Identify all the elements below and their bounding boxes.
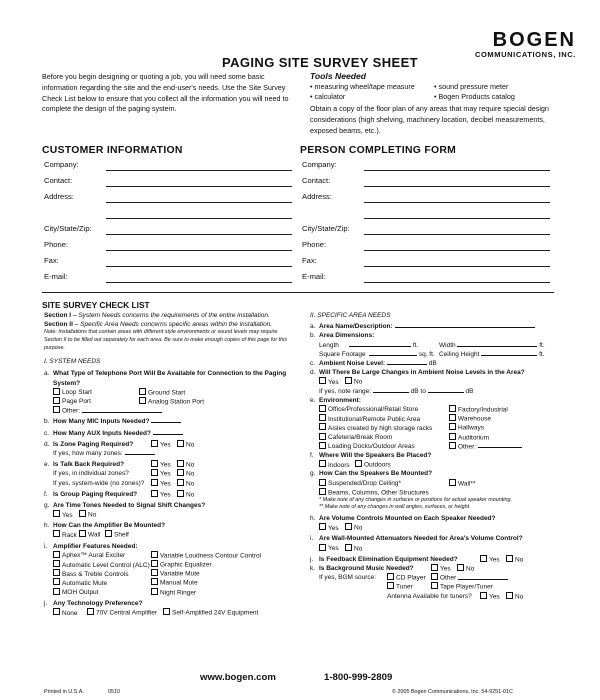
environment-checkbox[interactable]: Loading Docks/Outdoor Areas (319, 443, 415, 450)
analog-station-port-option[interactable]: Analog Station Port (139, 397, 204, 407)
customer-address-field[interactable]: Address: (44, 192, 292, 206)
noise-change-no-checkbox[interactable]: No (345, 377, 362, 387)
area-question-j: j. Is Feedback Elimination Equipment Needed? Yes No (310, 555, 524, 564)
feature-checkbox[interactable]: Graphic Equalizer (151, 560, 212, 570)
question-h: h. How Can the Amplifier Be Mounted? Rack Wall Shelf (44, 522, 166, 539)
volume-yes-checkbox[interactable]: Yes (319, 525, 339, 532)
logo-wordmark: BOGEN (492, 29, 576, 51)
question-d: d. Is Zone Paging Required? Yes No If yes, how many zones: (44, 440, 195, 457)
section1-text: – System Needs concerns the requirements of the entire installation. (72, 312, 270, 319)
environment-checkbox[interactable]: Aisles created by high storage racks (319, 425, 432, 432)
tech-none-checkbox[interactable]: None (53, 610, 78, 617)
checklist-right-column (310, 311, 560, 601)
feedback-yes-checkbox[interactable]: Yes (480, 555, 500, 565)
question-j: j. Any Technology Preference? None 70V Central Amplifier Self-Amplified 24V Equipment (44, 599, 259, 617)
person-city-field[interactable]: City/State/Zip: (302, 224, 550, 238)
q-letter: a. (44, 370, 50, 378)
person-company-field[interactable]: Company: (302, 160, 550, 174)
part2-title: II. SPECIFIC AREA NEEDS (310, 312, 391, 319)
mount-note-1: * Make note of any changes in surfaces or positions for actual speaker mounting. (319, 496, 512, 503)
feature-checkbox[interactable]: Variable Loudness Contour Control (151, 551, 261, 561)
checklist-left-column (44, 311, 296, 617)
group-no-checkbox[interactable]: No (177, 490, 194, 500)
question-a (44, 369, 296, 415)
area-question-g: g. How Can the Speakers Be Mounted? Suspended/Drop Ceiling* Wall** Beams, Columns, Other Structures * Make note of any changes in surfaces or positions for actual speaker mounting. ** Make note of any changes in wall angles, surfaces, or height. (310, 469, 560, 512)
area-question-h: h. Are Volume Controls Mounted on Each Speaker Needed? Yes No (310, 515, 496, 532)
customer-fax-field[interactable]: Fax: (44, 256, 292, 270)
customer-contact-field[interactable]: Contact: (44, 176, 292, 190)
wall-mount-checkbox[interactable]: Wall** (449, 479, 475, 489)
customer-email-field[interactable]: E-mail: (44, 272, 292, 286)
area-question-e: e. Environment: Office/Professional/Retail Store Factory/Industrial Institutional/Remote Public Area Warehouse Aisles created by high storage racks Hallways Cafeteria/Break Room Auditorium Loading Docks/Outdoor Areas Other: (310, 396, 560, 451)
page-port-option[interactable]: Page Port (53, 398, 91, 405)
question-text: What Type of Telephone Port Will Be Available for Connection to the Paging System? (53, 370, 287, 387)
checklist-note: Note: Installations that contain areas with different style environments or sound levels may require Section II to be filled out separately for each area. Be sure to make enough copies of this page for this purpose. (44, 329, 288, 351)
part1-title: I. SYSTEM NEEDS (44, 358, 101, 366)
area-question-i: i. Are Wall-Mounted Attenuators Needed for Area's Volume Control? Yes No (310, 535, 523, 553)
question-f: f. Is Group Paging Required? Yes No (44, 490, 195, 499)
logo-subtitle: COMMUNICATIONS, INC. (474, 50, 576, 59)
area-question-d: d. Will There Be Large Changes in Ambient Noise Levels in the Area? Yes No If yes, note range: dB to dB (310, 369, 525, 395)
rack-checkbox[interactable]: Rack (53, 532, 77, 539)
bgm-no-checkbox[interactable]: No (457, 564, 474, 574)
noise-to-input[interactable] (428, 392, 464, 393)
tool-item: • sound pressure meter (434, 82, 509, 91)
attenuator-yes-checkbox[interactable]: Yes (319, 545, 339, 552)
group-yes-checkbox[interactable]: Yes (151, 490, 171, 500)
person-contact-field[interactable]: Contact: (302, 176, 550, 190)
feature-checkbox[interactable]: Variable Mute (151, 569, 200, 579)
antenna-no-checkbox[interactable]: No (506, 592, 523, 602)
width-input[interactable] (457, 346, 537, 347)
checklist-heading: SITE SURVEY CHECK LIST (42, 300, 150, 310)
time-tones-no-checkbox[interactable]: No (79, 510, 96, 520)
time-tones-yes-checkbox[interactable]: Yes (53, 512, 73, 519)
noise-from-input[interactable] (373, 392, 409, 393)
zones-count-input[interactable] (125, 454, 155, 455)
floor-plan-note: Obtain a copy of the floor plan of any areas that may require special design considerations (high shelving, machinery location, decibel measurements, exposed beams, etc.). (310, 104, 549, 135)
feature-checkbox[interactable]: MOH Output (53, 589, 98, 596)
tool-item: • measuring wheel/tape measure (310, 82, 415, 91)
tool-item: • calculator (310, 92, 346, 101)
talkback-system-no-checkbox[interactable]: No (177, 479, 194, 489)
zone-yes-checkbox[interactable]: Yes (151, 440, 171, 450)
talkback-system-yes-checkbox[interactable]: Yes (151, 479, 171, 489)
area-question-k: k. Is Background Music Needed? Yes No If yes, BGM source: CD Player Other Tuner Tape Player/Tuner Antenna Available for tuners? Yes No (310, 565, 524, 601)
attenuator-no-checkbox[interactable]: No (345, 544, 362, 554)
area-name-input[interactable] (395, 327, 535, 328)
length-input[interactable] (349, 346, 411, 347)
shelf-checkbox[interactable]: Shelf (105, 530, 129, 540)
copyright: © 2005 Bogen Communications, Inc. 54-9251-01C (392, 689, 513, 695)
customer-phone-field[interactable]: Phone: (44, 240, 292, 254)
environment-checkbox[interactable]: Cafeteria/Break Room (319, 434, 392, 441)
ceiling-height-input[interactable] (481, 355, 537, 356)
bgm-other-checkbox[interactable]: Other (431, 573, 508, 583)
noise-level-input[interactable] (387, 364, 427, 365)
talkback-no-checkbox[interactable]: No (177, 460, 194, 470)
page-title: PAGING SITE SURVEY SHEET (222, 55, 418, 70)
print-code: 0510 (108, 689, 120, 695)
area-question-c: c. Ambient Noise Level: dB (310, 359, 437, 367)
person-completing-heading: PERSON COMPLETING FORM (300, 145, 457, 156)
area-question-b: b. Area Dimensions: Length ft. Width ft. Square Footage sq. ft. Ceiling Height ft. (310, 332, 545, 358)
section1-label: Section I (44, 312, 72, 319)
mic-inputs-input[interactable] (151, 422, 181, 423)
area-question-f: f. Where Will the Speakers Be Placed? Indoors Outdoors (310, 451, 432, 469)
tape-player-checkbox[interactable]: Tape Player/Tuner (431, 582, 493, 592)
zone-no-checkbox[interactable]: No (177, 440, 194, 450)
person-address-line2[interactable] (302, 208, 550, 222)
feedback-no-checkbox[interactable]: No (506, 555, 523, 565)
area-question-a: a. Area Name/Description: (310, 322, 560, 331)
customer-city-field[interactable]: City/State/Zip: (44, 224, 292, 238)
bogen-logo (436, 30, 576, 60)
talkback-zone-no-checkbox[interactable]: No (177, 469, 194, 479)
person-email-field[interactable]: E-mail: (302, 272, 550, 286)
footer-url[interactable]: www.bogen.com (200, 672, 276, 683)
talkback-yes-checkbox[interactable]: Yes (151, 460, 171, 470)
person-phone-field[interactable]: Phone: (302, 240, 550, 254)
tool-item: • Bogen Products catalog (434, 92, 515, 101)
customer-address-line2[interactable] (44, 208, 292, 222)
environment-checkbox[interactable]: Factory/Industrial (449, 405, 508, 415)
cd-player-checkbox[interactable]: CD Player (387, 573, 426, 583)
tuner-checkbox[interactable]: Tuner (387, 582, 413, 592)
question-i: i. Amplifier Features Needed: Aphex™ Aural Exciter Variable Loudness Contour Control Automatic Level Control (ALC) Graphic Equalizer Bass & Treble Controls Variable Mute Automatic Mute Manual Mute MOH Output Night Ringer (44, 542, 262, 597)
question-e: e. Is Talk Back Required? Yes No If yes, in individual zones? Yes No If yes, system-wide (no zones)? Yes No (44, 461, 195, 488)
tech-24v-checkbox[interactable]: Self-Amplified 24V Equipment (163, 608, 258, 618)
divider (42, 292, 554, 293)
environment-checkbox[interactable]: Auditorium (449, 433, 489, 443)
question-b: b. How Many MIC Inputs Needed? (44, 417, 296, 426)
environment-checkbox[interactable]: Hallways (449, 423, 484, 433)
question-g: g. Are Time Tones Needed to Signal Shift Changes? Yes No (44, 501, 206, 519)
volume-no-checkbox[interactable]: No (345, 523, 362, 533)
feature-checkbox[interactable]: Manual Mute (151, 578, 198, 588)
tools-heading: Tools Needed (310, 71, 367, 81)
section2-label: Section II (44, 321, 73, 329)
question-c: c. How Many AUX Inputs Needed? (44, 429, 296, 438)
outdoors-checkbox[interactable]: Outdoors (355, 460, 391, 470)
tech-70v-checkbox[interactable]: 70V Central Amplifier (87, 608, 157, 618)
environment-checkbox[interactable]: Warehouse (449, 414, 491, 424)
wall-checkbox[interactable]: Wall (79, 530, 100, 540)
person-address-field[interactable]: Address: (302, 192, 550, 206)
talkback-zone-yes-checkbox[interactable]: Yes (151, 469, 171, 479)
indoors-checkbox[interactable]: Indoors (319, 462, 350, 469)
bgm-yes-checkbox[interactable]: Yes (431, 564, 451, 574)
mount-note-2: ** Make note of any changes in wall angles, surfaces, or height. (319, 504, 471, 511)
person-fax-field[interactable]: Fax: (302, 256, 550, 270)
feature-checkbox[interactable]: Automatic Level Control (ALC) (53, 562, 150, 569)
customer-info-heading: CUSTOMER INFORMATION (42, 145, 183, 156)
footer-phone: 1-800-999-2809 (324, 672, 393, 683)
loop-start-option[interactable]: Loop Start (53, 389, 92, 396)
aux-inputs-input[interactable] (153, 434, 183, 435)
noise-change-yes-checkbox[interactable]: Yes (319, 379, 339, 386)
feature-checkbox[interactable]: Bass & Treble Controls (53, 571, 128, 578)
intro-paragraph: Before you begin designing or quoting a job, you will need some basic information regarding the site and the end-user's needs. Use the Site Survey Check List below to ensure that you collect all the information you will need to complete the design of the paging system. (42, 72, 289, 114)
section2-text: – Specific Area Needs concerns specific areas within the installation. (74, 321, 273, 329)
other-port-option[interactable]: Other: (53, 406, 296, 415)
customer-company-field[interactable]: Company: (44, 160, 292, 174)
printed-in: Printed in U.S.A. (44, 689, 84, 695)
beams-checkbox[interactable]: Beams, Columns, Other Structures (319, 488, 560, 497)
square-footage-input[interactable] (369, 355, 417, 356)
feature-checkbox[interactable]: Night Ringer (151, 588, 196, 598)
drop-ceiling-checkbox[interactable]: Suspended/Drop Ceiling* (319, 480, 401, 487)
environment-other-checkbox[interactable]: Other: (449, 442, 522, 452)
antenna-yes-checkbox[interactable]: Yes (480, 592, 500, 602)
ground-start-option[interactable]: Ground Start (139, 388, 185, 398)
environment-checkbox[interactable]: Office/Professional/Retail Store (319, 406, 418, 413)
feature-checkbox[interactable]: Aphex™ Aural Exciter (53, 552, 125, 559)
environment-checkbox[interactable]: Institutional/Remote Public Area (319, 416, 420, 423)
feature-checkbox[interactable]: Automatic Mute (53, 580, 107, 587)
